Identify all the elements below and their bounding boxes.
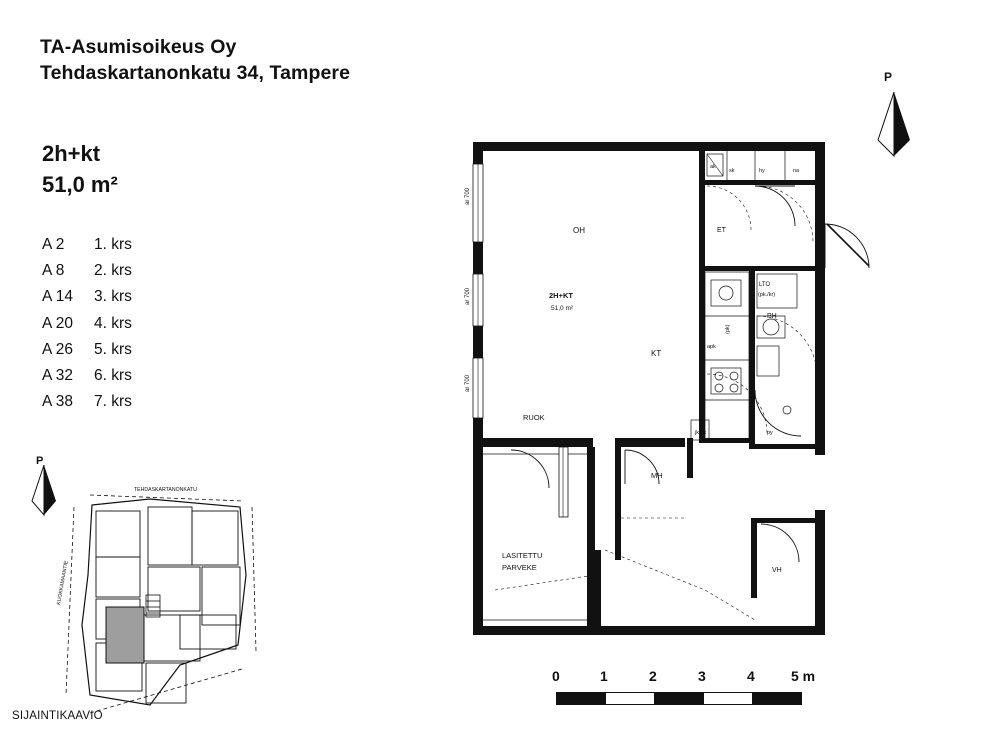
mh-window — [559, 447, 568, 517]
list-item — [42, 337, 132, 363]
room-label-LTO: LTO — [759, 282, 771, 288]
street-label-left: KUOKKAMAANTIE — [56, 560, 70, 606]
unit-code: A 2 — [42, 236, 65, 253]
room-label-MH: MH — [651, 471, 663, 480]
room-label-ET: ET — [717, 227, 726, 234]
location-diagram — [30, 455, 300, 730]
fixture-label-py: py — [767, 430, 773, 436]
fixture-label-ak: ak — [710, 164, 716, 170]
unit-floor: 1. krs — [94, 236, 132, 253]
window-dim-1: ar 700 — [465, 187, 471, 205]
list-item — [42, 363, 132, 389]
interior-walls — [615, 151, 825, 598]
scale-tick-3: 3 — [698, 668, 706, 684]
unit-code: A 8 — [42, 262, 65, 280]
site-blocks — [96, 507, 240, 703]
north-arrow-icon — [32, 465, 56, 515]
room-label-VH: VH — [772, 567, 782, 574]
exterior-walls — [473, 142, 825, 635]
room-label-KT: KT — [651, 349, 662, 358]
list-item — [42, 311, 132, 337]
unit-code: A 26 — [42, 340, 74, 358]
unit-floor: 6. krs — [94, 367, 132, 385]
title-line-2: Tehdaskartanonkatu 34, Tampere — [40, 62, 351, 84]
scale-tick-1: 1 — [600, 668, 608, 684]
location-north-label: P — [36, 455, 44, 467]
plan-center-area: 51,0 m² — [551, 305, 574, 312]
fixture-label-apk: apk — [707, 344, 716, 350]
scale-bar — [548, 668, 868, 714]
window-dim-2: ar 700 — [465, 287, 471, 305]
location-diagram-caption: SIJAINTIKAAVIO — [12, 710, 103, 722]
plan-fixtures — [691, 154, 723, 440]
unit-floor: 5. krs — [94, 340, 132, 358]
fixture-label-na: na — [793, 168, 800, 174]
title-line-1: TA-Asumisoikeus Oy — [40, 36, 237, 58]
scale-tick-0: 0 — [552, 668, 560, 684]
unit-floor: 3. krs — [94, 288, 132, 306]
scale-tick-5: 5 m — [791, 668, 816, 684]
room-label-RUOK: RUOK — [523, 413, 545, 422]
plan-detail-lines — [479, 151, 797, 620]
unit-code: A 20 — [42, 314, 74, 332]
highlighted-apartment — [106, 607, 144, 663]
fixture-label-jk-pk: jk/pk — [695, 430, 707, 436]
fixture-label-pk: (pk) — [725, 324, 731, 334]
unit-list — [42, 232, 132, 415]
page-title — [40, 34, 350, 86]
scale-tick-4: 4 — [747, 668, 755, 684]
street-lines — [66, 495, 256, 713]
balcony-label-1: LASITETTU — [502, 551, 543, 560]
unit-floor: 4. krs — [94, 314, 132, 332]
list-item — [42, 258, 132, 284]
site-outline — [82, 499, 246, 705]
room-label-OH: OH — [573, 226, 585, 235]
street-label-top: TEHDASKARTANONKATU — [134, 487, 197, 493]
plan-center-type: 2H+KT — [549, 291, 573, 300]
list-item — [42, 389, 132, 415]
apartment-area: 51,0 m² — [42, 172, 118, 197]
unit-floor: 7. krs — [94, 393, 132, 411]
window-dim-3: ar 700 — [465, 374, 471, 392]
fixture-label-sk: sk — [729, 168, 735, 174]
apartment-summary — [42, 138, 118, 200]
room-label-PH: PH — [767, 313, 777, 320]
unit-code: A 14 — [42, 288, 74, 306]
apartment-type: 2h+kt — [42, 141, 101, 166]
balcony-walls — [473, 447, 601, 628]
fixture-label-hy: hy — [759, 168, 765, 174]
windows — [473, 164, 483, 418]
plan-labels — [502, 164, 800, 574]
room-label-LTO-sub: (pk./kr) — [758, 292, 776, 298]
scale-tick-2: 2 — [649, 668, 657, 684]
plan-dashed-lines — [495, 186, 817, 620]
plan-north-label: P — [884, 70, 893, 84]
list-item — [42, 284, 132, 310]
balcony-label-2: PARVEKE — [502, 563, 537, 572]
unit-code: A 32 — [42, 367, 74, 385]
list-item — [42, 232, 132, 258]
unit-floor: 2. krs — [94, 262, 132, 280]
floor-plan — [455, 120, 885, 680]
unit-code: A 38 — [42, 393, 74, 411]
